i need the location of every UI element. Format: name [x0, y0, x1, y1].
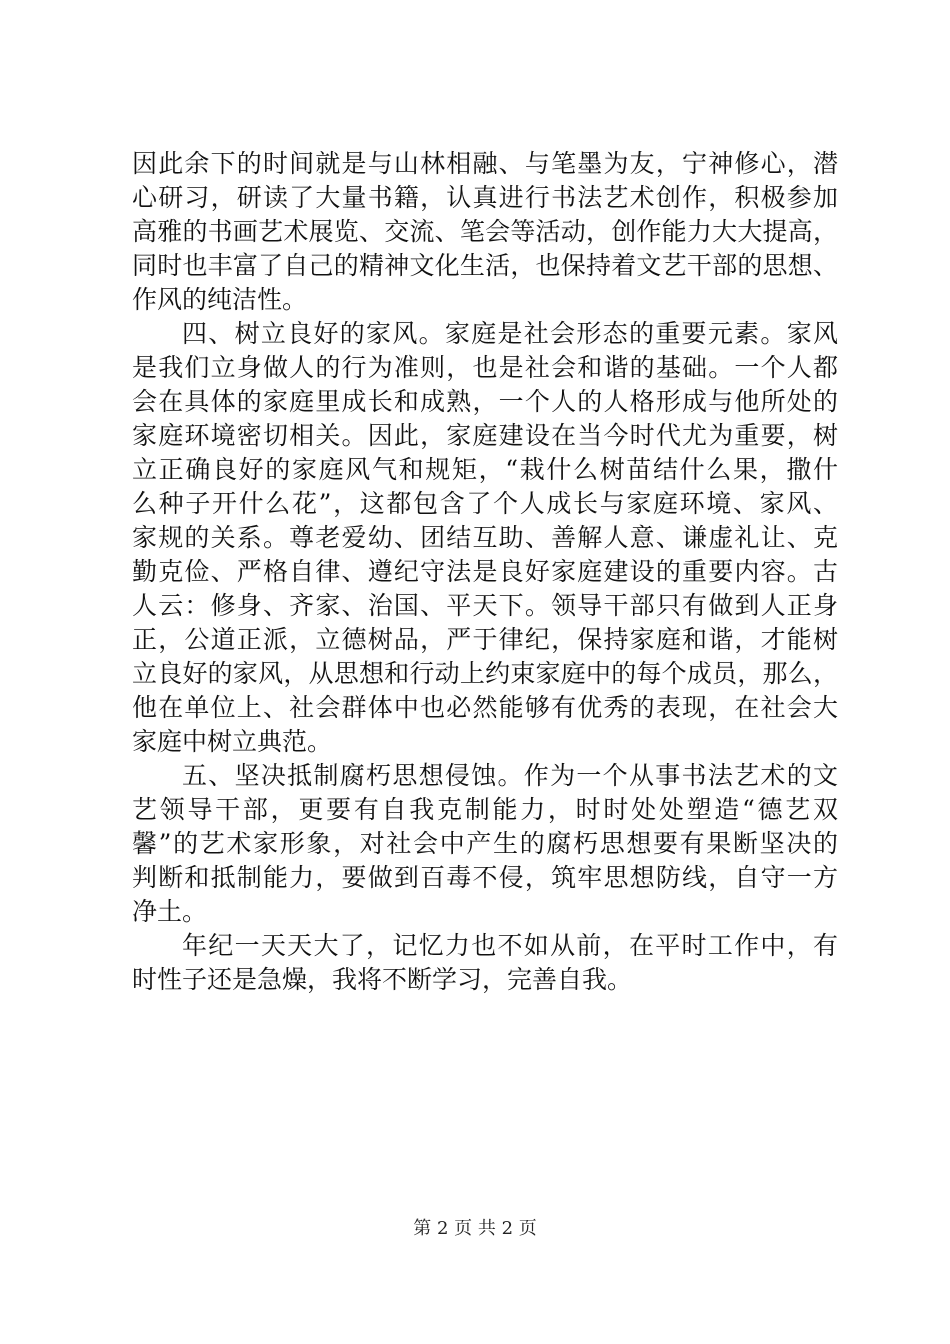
text-line: 勤克俭、严格自律、遵纪守法是良好家庭建设的重要内容。古: [132, 557, 838, 586]
text-line: 同时也丰富了自己的精神文化生活，也保持着文艺干部的思想、: [132, 251, 838, 280]
text-line: 馨”的艺术家形象，对社会中产生的腐朽思想要有果断坚决的: [132, 829, 838, 858]
text-line: 判断和抵制能力，要做到百毒不侵，筑牢思想防线，自守一方: [132, 863, 838, 892]
text-line: 立良好的家风，从思想和行动上约束家庭中的每个成员，那么，: [132, 659, 838, 688]
text-line: 人云：修身、齐家、治国、平天下。领导干部只有做到人正身: [132, 591, 838, 620]
text-line: 家庭中树立典范。: [132, 727, 333, 756]
page-footer: 第 2 页 共 2 页: [413, 1218, 537, 1239]
section-heading-line: 五、坚决抵制腐朽思想侵蚀。作为一个从事书法艺术的文: [182, 761, 838, 790]
text-line: 高雅的书画艺术展览、交流、笔会等活动，创作能力大大提高，: [132, 217, 838, 246]
text-line: 作风的纯洁性。: [132, 285, 308, 314]
body-text: [132, 147, 838, 997]
text-line: 心研习，研读了大量书籍，认真进行书法艺术创作，积极参加: [132, 183, 838, 212]
text-line: 时性子还是急燥，我将不断学习，完善自我。: [132, 965, 633, 994]
text-line: 家规的关系。尊老爱幼、团结互助、善解人意、谦虚礼让、克: [132, 523, 838, 552]
text-line: 艺领导干部，更要有自我克制能力，时时处处塑造“德艺双: [132, 795, 838, 824]
text-line: 因此余下的时间就是与山林相融、与笔墨为友，宁神修心，潜: [132, 149, 838, 178]
text-line: 立正确良好的家庭风气和规矩，“栽什么树苗结什么果，撒什: [132, 455, 838, 484]
text-line: 家庭环境密切相关。因此，家庭建设在当今时代尤为重要，树: [132, 421, 838, 450]
text-line: 么种子开什么花”，这都包含了个人成长与家庭环境、家风、: [132, 489, 838, 518]
text-line: 正，公道正派，立德树品，严于律纪，保持家庭和谐，才能树: [132, 625, 838, 654]
paragraph-first-line: 年纪一天天大了，记忆力也不如从前，在平时工作中，有: [182, 931, 838, 960]
text-line: 他在单位上、社会群体中也必然能够有优秀的表现，在社会大: [132, 693, 838, 722]
text-line: 是我们立身做人的行为准则，也是社会和谐的基础。一个人都: [132, 353, 838, 382]
text-line: 净土。: [132, 897, 208, 926]
text-line: 会在具体的家庭里成长和成熟，一个人的人格形成与他所处的: [132, 387, 838, 416]
section-heading-line: 四、树立良好的家风。家庭是社会形态的重要元素。家风: [182, 319, 838, 348]
